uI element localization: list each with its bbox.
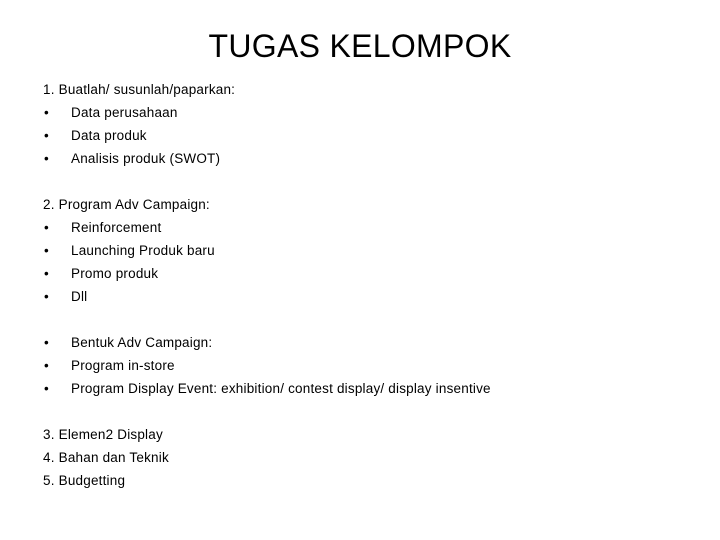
list-item bbox=[43, 285, 683, 308]
list-item bbox=[43, 239, 683, 262]
bullet-icon: • bbox=[44, 220, 49, 235]
bullet-icon: • bbox=[44, 381, 49, 396]
list-item bbox=[43, 377, 683, 400]
bullet-icon: • bbox=[44, 243, 49, 258]
bullet-icon: • bbox=[44, 358, 49, 373]
numbered-item: 4. Bahan dan Teknik bbox=[43, 450, 169, 465]
spacer bbox=[43, 308, 683, 331]
bullet-icon: • bbox=[44, 105, 49, 120]
bullet-icon: • bbox=[44, 128, 49, 143]
numbered-item: 5. Budgetting bbox=[43, 473, 126, 488]
slide-title: TUGAS KELOMPOK bbox=[208, 28, 512, 64]
bullet-icon: • bbox=[44, 266, 49, 281]
section2-heading: 2. Program Adv Campaign: bbox=[43, 197, 210, 212]
list-item-text: Dll bbox=[71, 289, 88, 304]
list-item-text: Bentuk Adv Campaign: bbox=[71, 335, 213, 350]
list-item bbox=[43, 354, 683, 377]
list-item-text: Analisis produk (SWOT) bbox=[71, 151, 221, 166]
section1-heading: 1. Buatlah/ susunlah/paparkan: bbox=[43, 82, 236, 97]
list-item-text: Launching Produk baru bbox=[71, 243, 215, 258]
bullet-icon: • bbox=[44, 151, 49, 166]
list-item bbox=[43, 124, 683, 147]
list-item bbox=[43, 101, 683, 124]
list-item bbox=[43, 216, 683, 239]
list-item-text: Program in-store bbox=[71, 358, 175, 373]
list-item bbox=[43, 262, 683, 285]
bullet-icon: • bbox=[44, 335, 49, 350]
list-item-text: Program Display Event: exhibition/ contest display/ display insentive bbox=[71, 381, 491, 396]
numbered-item: 3. Elemen2 Display bbox=[43, 427, 163, 442]
spacer bbox=[43, 170, 683, 193]
bullet-icon: • bbox=[44, 289, 49, 304]
list-item-text: Promo produk bbox=[71, 266, 159, 281]
list-item-text: Data produk bbox=[71, 128, 147, 143]
spacer bbox=[43, 400, 683, 423]
list-item-text: Reinforcement bbox=[71, 220, 162, 235]
list-item bbox=[43, 147, 683, 170]
slide-body bbox=[43, 78, 683, 492]
list-item-text: Data perusahaan bbox=[71, 105, 178, 120]
list-item bbox=[43, 331, 683, 354]
